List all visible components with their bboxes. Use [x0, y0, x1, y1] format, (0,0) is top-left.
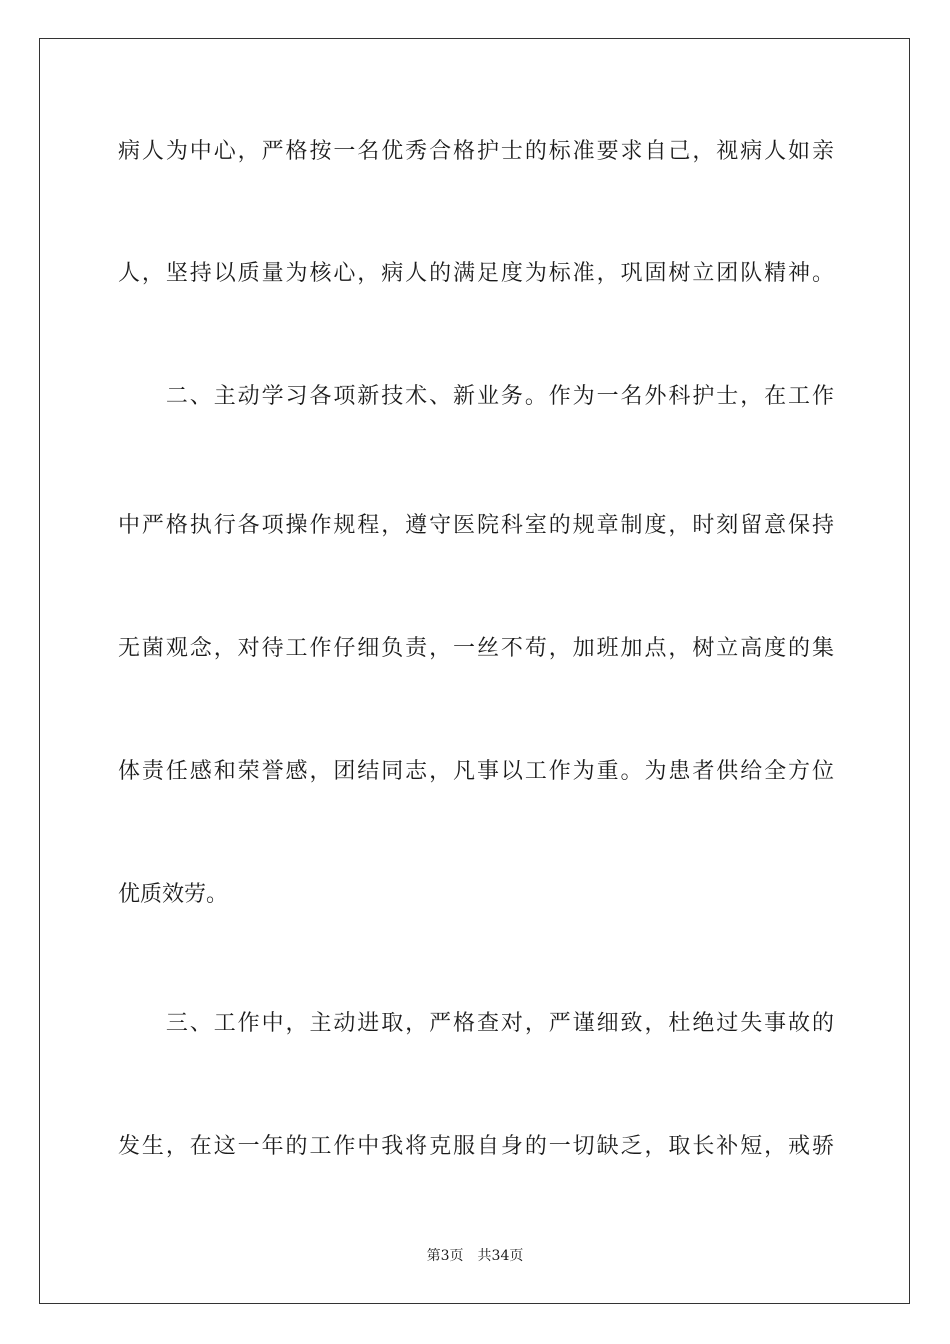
text-line: 体责任感和荣誉感，团结同志，凡事以工作为重。为患者供给全方位: [118, 759, 834, 784]
text-line: 病人为中心，严格按一名优秀合格护士的标准要求自己，视病人如亲: [118, 139, 834, 164]
text-line: 无菌观念，对待工作仔细负责，一丝不苟，加班加点，树立高度的集: [118, 636, 834, 661]
page-border: [39, 38, 910, 1304]
text-line: 人，坚持以质量为核心，病人的满足度为标准，巩固树立团队精神。: [118, 261, 834, 286]
text-line: 中严格执行各项操作规程，遵守医院科室的规章制度，时刻留意保持: [118, 513, 834, 538]
text-line: 发生，在这一年的工作中我将克服自身的一切缺乏，取长补短，戒骄: [118, 1134, 834, 1159]
page-footer: [0, 1246, 950, 1266]
text-line: 优质效劳。: [118, 882, 229, 907]
page-number: 第3页: [426, 1248, 464, 1264]
text-line: 二、主动学习各项新技术、新业务。作为一名外科护士，在工作: [118, 384, 834, 409]
page-total: 共34页: [477, 1248, 524, 1264]
text-line: 三、工作中，主动进取，严格查对，严谨细致，杜绝过失事故的: [118, 1011, 834, 1036]
